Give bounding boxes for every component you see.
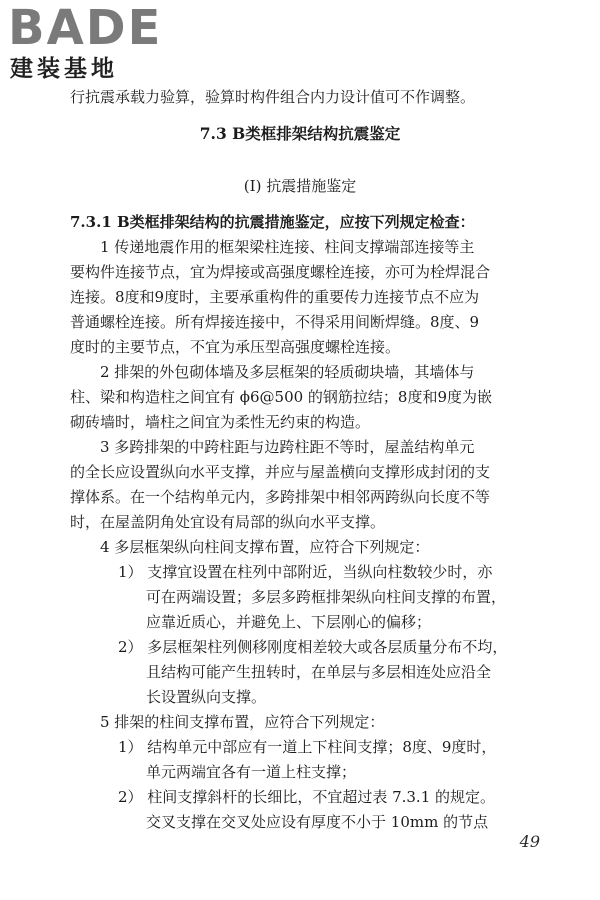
text-line: 连接。8度和9度时，主要承重构件的重要传力连接节点不应为 (70, 288, 480, 306)
text-line: 要构件连接节点，宜为焊接或高强度螺栓连接，亦可为栓焊混合 (70, 263, 491, 281)
subitem-line: 2） 柱间支撑斜杆的长细比，不宜超过表 7.3.1 的规定。 (118, 788, 496, 806)
text-line: 普通螺栓连接。所有焊接连接中，不得采用间断焊缝。8度、9 (70, 313, 480, 331)
text-line: 时，在屋盖阴角处宜设有局部的纵向水平支撑。 (70, 513, 386, 531)
item-2-line: 2 排架的外包砌体墙及多层框架的轻质砌块墙，其墙体与 (100, 363, 475, 381)
item-4-line: 4 多层框架纵向柱间支撑布置，应符合下列规定： (100, 538, 430, 556)
clause-heading: 7.3.1 B类框排架结构的抗震措施鉴定，应按下列规定检查： (70, 213, 475, 231)
subitem-line: 应靠近质心，并避免上、下层刚心的偏移； (146, 613, 432, 631)
text-line: 的全长应设置纵向水平支撑，并应与屋盖横向支撑形成封闭的支 (70, 463, 491, 481)
bade-logo (8, 0, 183, 84)
item-5-line: 5 排架的柱间支撑布置，应符合下列规定： (100, 713, 385, 731)
text-line: 撑体系。在一个结构单元内，多跨排架中相邻两跨纵向长度不等 (70, 488, 491, 506)
text-line: 行抗震承载力验算，验算时构件组合内力设计值可不作调整。 (70, 88, 476, 106)
subitem-line: 且结构可能产生扭转时，在单层与多层相连处应沿全 (146, 663, 492, 681)
text-line: 柱、梁和构造柱之间宜有 ϕ6@500 的钢筋拉结；8度和9度为嵌 (70, 388, 493, 406)
logo-subtitle: 建装基地 (10, 56, 118, 82)
text-line: 度时的主要节点，不宜为承压型高强度螺栓连接。 (70, 338, 401, 356)
subitem-line: 交叉支撑在交叉处应设有厚度不小于 10mm 的节点 (146, 813, 489, 831)
subitem-line: 1） 支撑宜设置在柱列中部附近，当纵向柱数较少时，亦 (118, 563, 493, 581)
page-number: 49 (519, 832, 540, 851)
subitem-line: 长设置纵向支撑。 (146, 688, 267, 706)
subsection-title: (Ⅰ) 抗震措施鉴定 (243, 177, 357, 195)
subitem-line: 2） 多层框架柱列侧移刚度相差较大或各层质量分布不均， (118, 638, 508, 656)
subitem-line: 单元两端宜各有一道上柱支撑； (146, 763, 357, 781)
section-title: 7.3 B类框排架结构抗震鉴定 (199, 124, 401, 143)
item-1-line: 1 传递地震作用的框架梁柱连接、柱间支撑端部连接等主 (100, 238, 475, 256)
text-line: 砌砖墙时，墙柱之间宜为柔性无约束的构造。 (70, 413, 371, 431)
item-3-line: 3 多跨排架的中跨柱距与边跨柱距不等时，屋盖结构单元 (100, 438, 475, 456)
subitem-line: 1） 结构单元中部应有一道上下柱间支撑；8度、9度时， (118, 738, 497, 756)
logo-brand: BADE (8, 0, 163, 56)
subitem-line: 可在两端设置；多层多跨框排架纵向柱间支撑的布置， (146, 588, 507, 606)
